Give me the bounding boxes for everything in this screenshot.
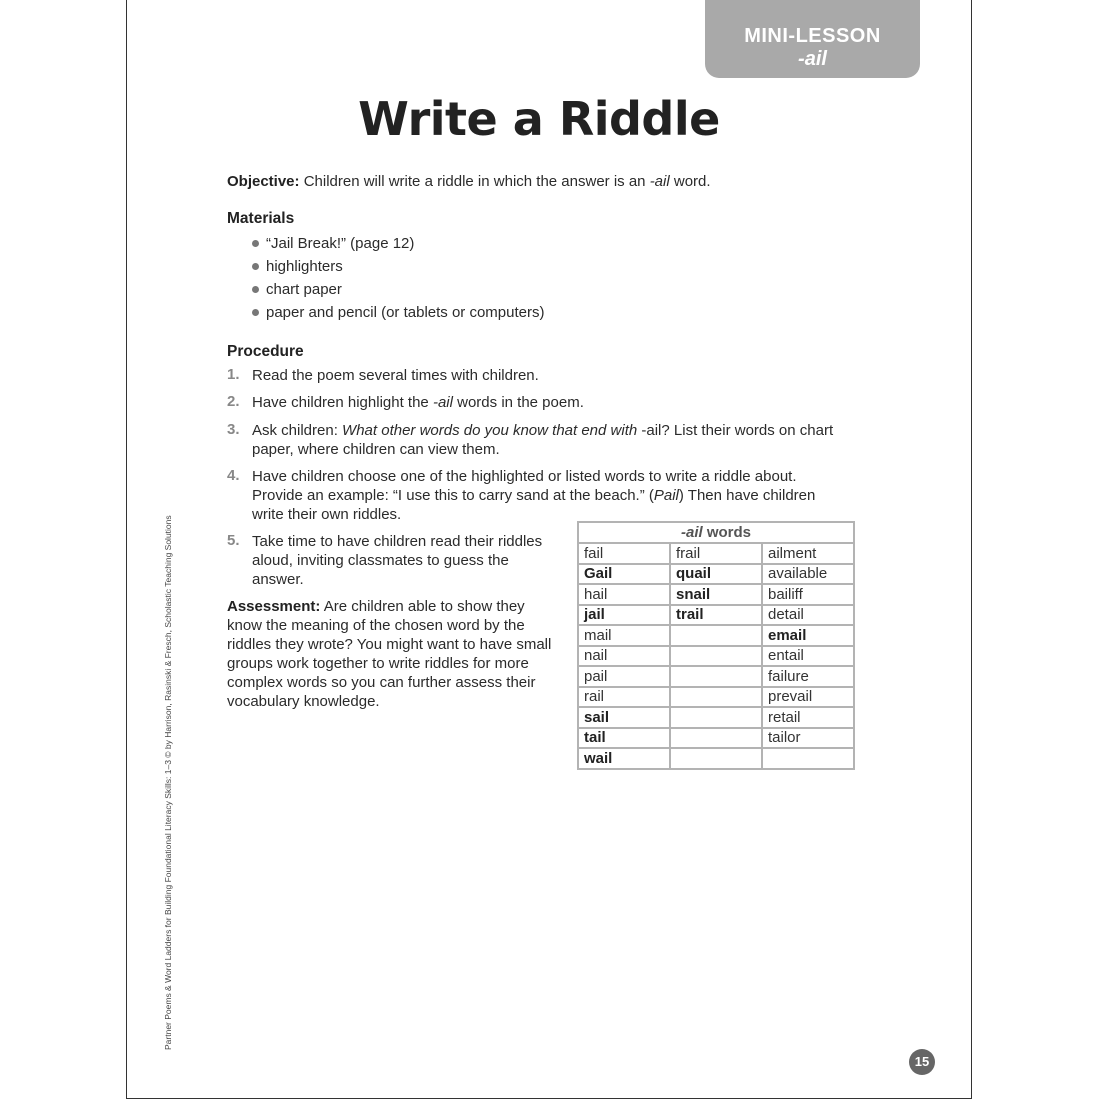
table-cell bbox=[670, 748, 762, 769]
table-header-row bbox=[578, 522, 854, 543]
table-row bbox=[578, 564, 854, 585]
table-body bbox=[578, 543, 854, 769]
page-number: 15 bbox=[909, 1049, 935, 1075]
table-cell: rail bbox=[578, 687, 670, 708]
materials-item: paper and pencil (or tablets or computers) bbox=[266, 304, 545, 321]
step-number: 1. bbox=[227, 366, 240, 383]
table-cell: ailment bbox=[762, 543, 854, 564]
table-cell: bailiff bbox=[762, 584, 854, 605]
assessment-line: groups work together to write riddles for more bbox=[227, 655, 529, 672]
bullet-icon bbox=[252, 309, 259, 316]
materials-item: chart paper bbox=[266, 281, 342, 298]
table-row bbox=[578, 748, 854, 769]
objective-suffix: -ail bbox=[649, 173, 670, 190]
table-cell: entail bbox=[762, 646, 854, 667]
step-text: Take time to have children read their riddles bbox=[252, 533, 543, 550]
table-cell: failure bbox=[762, 666, 854, 687]
table-cell: detail bbox=[762, 605, 854, 626]
bullet-icon bbox=[252, 240, 259, 247]
table-cell bbox=[670, 687, 762, 708]
copyright-spine-text: Partner Poems & Word Ladders for Building Foundational Literacy Skills: 1–3 © by Harrison, Rasinski & Fresch, Scholastic Teaching Solutions bbox=[163, 515, 173, 1050]
step-text: Have children highlight the -ail words in the poem. bbox=[252, 394, 584, 411]
table-cell: jail bbox=[578, 605, 670, 626]
step-number: 5. bbox=[227, 532, 240, 549]
table-cell: wail bbox=[578, 748, 670, 769]
table-cell: pail bbox=[578, 666, 670, 687]
objective-text: Children will write a riddle in which the answer is an bbox=[299, 173, 650, 190]
assessment-line: vocabulary knowledge. bbox=[227, 693, 380, 710]
bullet-icon bbox=[252, 263, 259, 270]
objective-text-end: word. bbox=[669, 173, 711, 190]
tab-label: MINI-LESSON bbox=[744, 25, 881, 47]
objective-line bbox=[227, 172, 711, 191]
table-cell: available bbox=[762, 564, 854, 585]
table-cell: snail bbox=[670, 584, 762, 605]
step-text: Read the poem several times with children. bbox=[252, 367, 539, 384]
mini-lesson-tab bbox=[705, 0, 920, 78]
table-cell bbox=[762, 748, 854, 769]
table-cell: sail bbox=[578, 707, 670, 728]
table-cell: tail bbox=[578, 728, 670, 749]
table-cell bbox=[670, 646, 762, 667]
objective-label: Objective: bbox=[227, 173, 300, 190]
table-cell: quail bbox=[670, 564, 762, 585]
table-cell: nail bbox=[578, 646, 670, 667]
table-cell: hail bbox=[578, 584, 670, 605]
table-row bbox=[578, 728, 854, 749]
step-text: aloud, inviting classmates to guess the bbox=[252, 552, 509, 569]
table-cell bbox=[670, 625, 762, 646]
page-title: Write a Riddle bbox=[358, 92, 720, 146]
table-row bbox=[578, 543, 854, 564]
assessment-line: Assessment: Are children able to show they bbox=[227, 598, 525, 615]
table-cell: trail bbox=[670, 605, 762, 626]
step-text: paper, where children can view them. bbox=[252, 441, 500, 458]
assessment-line: riddles they wrote? You might want to have small bbox=[227, 636, 552, 653]
table-cell: prevail bbox=[762, 687, 854, 708]
table-cell: frail bbox=[670, 543, 762, 564]
table-header: -ail words bbox=[578, 522, 854, 543]
table-row bbox=[578, 605, 854, 626]
table-cell: tailor bbox=[762, 728, 854, 749]
step-number: 3. bbox=[227, 421, 240, 438]
table-row bbox=[578, 666, 854, 687]
procedure-heading: Procedure bbox=[227, 343, 304, 360]
table-row bbox=[578, 625, 854, 646]
bullet-icon bbox=[252, 286, 259, 293]
table-cell: retail bbox=[762, 707, 854, 728]
table-row bbox=[578, 584, 854, 605]
materials-item: “Jail Break!” (page 12) bbox=[266, 235, 415, 252]
assessment-line: complex words so you can further assess their bbox=[227, 674, 536, 691]
step-number: 4. bbox=[227, 467, 240, 484]
materials-item: highlighters bbox=[266, 258, 343, 275]
table-row bbox=[578, 646, 854, 667]
table-cell: Gail bbox=[578, 564, 670, 585]
table-cell: mail bbox=[578, 625, 670, 646]
table-row bbox=[578, 687, 854, 708]
step-text: Have children choose one of the highlighted or listed words to write a riddle about. bbox=[252, 468, 797, 485]
table-cell bbox=[670, 728, 762, 749]
table-row bbox=[578, 707, 854, 728]
step-text: answer. bbox=[252, 571, 304, 588]
step-number: 2. bbox=[227, 393, 240, 410]
step-text: Provide an example: “I use this to carry sand at the beach.” (Pail) Then have children bbox=[252, 487, 816, 504]
materials-heading: Materials bbox=[227, 210, 295, 227]
assessment-label: Assessment: bbox=[227, 598, 321, 615]
table-cell bbox=[670, 666, 762, 687]
table-cell bbox=[670, 707, 762, 728]
table-cell: fail bbox=[578, 543, 670, 564]
tab-sublabel: -ail bbox=[798, 48, 827, 70]
step-text: Ask children: What other words do you know that end with -ail? List their words on chart bbox=[252, 422, 834, 439]
ail-words-table bbox=[577, 521, 855, 770]
table-cell: email bbox=[762, 625, 854, 646]
step-text: write their own riddles. bbox=[252, 506, 402, 523]
assessment-line: know the meaning of the chosen word by the bbox=[227, 617, 525, 634]
